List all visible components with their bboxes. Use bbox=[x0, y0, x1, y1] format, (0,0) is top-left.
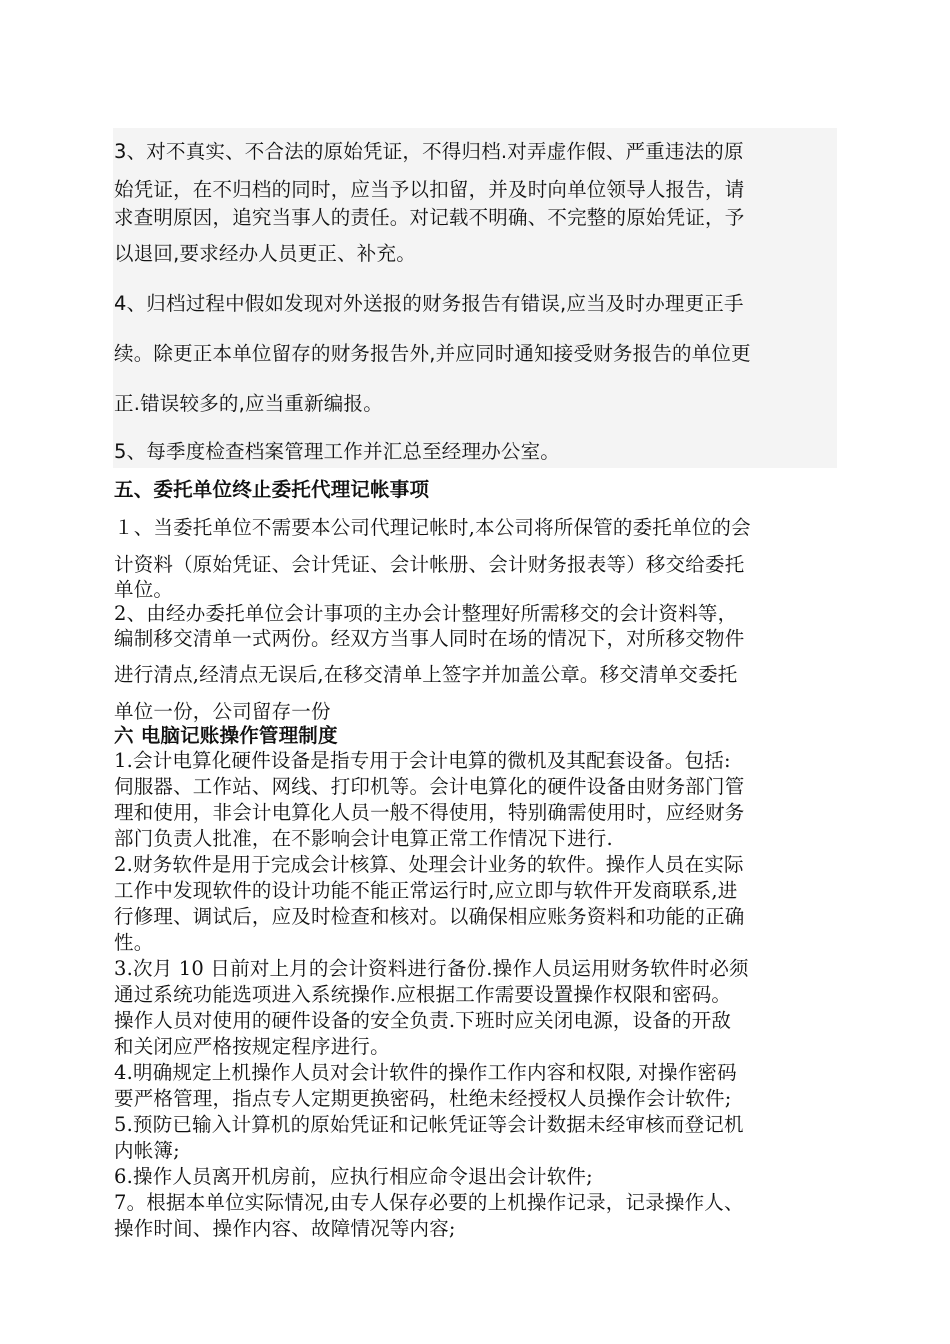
paragraph-line: 进行清点,经清点无误后,在移交清单上签字并加盖公章。移交清单交委托 bbox=[114, 663, 738, 686]
paragraph-line: 7。根据本单位实际情况,由专人保存必要的上机操作记录，记录操作人、 bbox=[114, 1191, 744, 1214]
paragraph-line: 单位。 bbox=[114, 578, 174, 601]
paragraph-line: 和关闭应严格按规定程序进行。 bbox=[114, 1035, 390, 1058]
paragraph-line: 1.会计电算化硬件设备是指专用于会计电算的微机及其配套设备。包括: bbox=[114, 749, 731, 772]
paragraph-line: 6.操作人员离开机房前，应执行相应命令退出会计软件; bbox=[114, 1165, 593, 1188]
paragraph-line: 求查明原因，追究当事人的责任。对记载不明确、不完整的原始凭证，予 bbox=[114, 206, 745, 229]
paragraph-line: 5、每季度检查档案管理工作并汇总至经理办公室。 bbox=[114, 440, 561, 463]
paragraph-line: 伺服器、工作站、网线、打印机等。会计电算化的硬件设备由财务部门管 bbox=[114, 775, 745, 798]
paragraph-line: 4.明确规定上机操作人员对会计软件的操作工作内容和权限, 对操作密码 bbox=[114, 1061, 737, 1084]
paragraph-line: 通过系统功能选项进入系统操作.应根据工作需要设置操作权限和密码。 bbox=[114, 983, 732, 1006]
paragraph-line: 3.次月 10 日前对上月的会计资料进行备份.操作人员运用财务软件时必须 bbox=[114, 957, 749, 980]
paragraph-line: 要严格管理，指点专人定期更换密码，杜绝未经授权人员操作会计软件; bbox=[114, 1087, 732, 1110]
section-heading: 六 电脑记账操作管理制度 bbox=[114, 724, 338, 747]
paragraph-line: 单位一份，公司留存一份 bbox=[114, 700, 331, 723]
paragraph-line: 2.财务软件是用于完成会计核算、处理会计业务的软件。操作人员在实际 bbox=[114, 853, 744, 876]
paragraph-line: 操作时间、操作内容、故障情况等内容; bbox=[114, 1217, 456, 1240]
paragraph-line: 工作中发现软件的设计功能不能正常运行时,应立即与软件开发商联系,进 bbox=[114, 879, 738, 902]
paragraph-line: １、当委托单位不需要本公司代理记帐时,本公司将所保管的委托单位的会 bbox=[114, 516, 751, 539]
paragraph-line: 行修理、调试后，应及时检查和核对。以确保相应账务资料和功能的正确 bbox=[114, 905, 745, 928]
paragraph-line: 4、归档过程中假如发现对外送报的财务报告有错误,应当及时办理更正手 bbox=[114, 292, 744, 315]
paragraph-line: 部门负责人批准，在不影响会计电算正常工作情况下进行. bbox=[114, 827, 613, 850]
paragraph-line: 正.错误较多的,应当重新编报。 bbox=[114, 392, 383, 415]
paragraph-line: 操作人员对使用的硬件设备的安全负责.下班时应关闭电源，设备的开敌 bbox=[114, 1009, 732, 1032]
paragraph-line: 内帐簿; bbox=[114, 1139, 180, 1162]
paragraph-line: 2、由经办委托单位会计事项的主办会计整理好所需移交的会计资料等， bbox=[114, 602, 738, 625]
section-heading: 五、委托单位终止委托代理记帐事项 bbox=[114, 478, 430, 501]
paragraph-line: 计资料（原始凭证、会计凭证、会计帐册、会计财务报表等）移交给委托 bbox=[114, 553, 745, 576]
paragraph-line: 编制移交清单一式两份。经双方当事人同时在场的情况下，对所移交物件 bbox=[114, 627, 745, 650]
paragraph-line: 5.预防已输入计算机的原始凭证和记帐凭证等会计数据未经审核而登记机 bbox=[114, 1113, 744, 1136]
paragraph-line: 3、对不真实、不合法的原始凭证，不得归档.对弄虚作假、严重违法的原 bbox=[114, 140, 744, 163]
paragraph-line: 性。 bbox=[114, 931, 154, 954]
paragraph-line: 始凭证，在不归档的同时，应当予以扣留，并及时向单位领导人报告，请 bbox=[114, 178, 745, 201]
paragraph-line: 以退回,要求经办人员更正、补充。 bbox=[114, 242, 416, 265]
paragraph-line: 续。除更正本单位留存的财务报告外,并应同时通知接受财务报告的单位更 bbox=[114, 342, 751, 365]
paragraph-line: 理和使用，非会计电算化人员一般不得使用，特别确需使用时，应经财务 bbox=[114, 801, 745, 824]
